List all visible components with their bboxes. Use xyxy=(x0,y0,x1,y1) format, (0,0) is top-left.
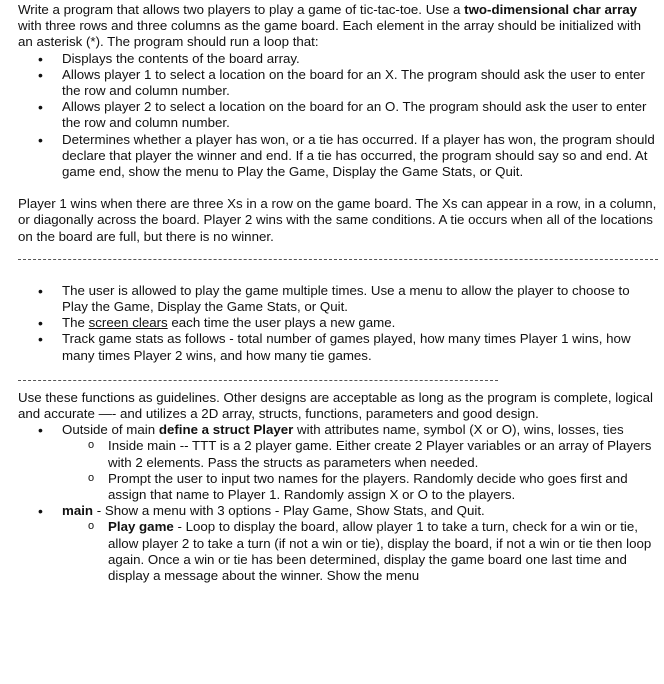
sub-list-item: o Inside main -- TTT is a 2 player game. Either create 2 Player variables or an array of Players with 2 elements. Pass the structs as parameters when needed. xyxy=(18,438,658,470)
intro-bold-text: two-dimensional char array xyxy=(464,2,638,17)
list-item: • Allows player 1 to select a location on the board for an X. The program should ask the user to enter the row and column number. xyxy=(18,67,658,99)
sub-list-item: o Prompt the user to input two names for the players. Randomly decide who goes first and assign that name to Player 1. Randomly assign X or O to the players. xyxy=(18,471,658,503)
intro-text-2: with three rows and three columns as the game board. Each element in the array should be initialized with an asterisk (*). The program should run a loop that: xyxy=(18,18,642,50)
intro-paragraph xyxy=(18,2,658,51)
menu-requirements-list xyxy=(18,283,658,364)
list-item: • The screen clears each time the user plays a new game. xyxy=(18,315,658,331)
functions-paragraph: Use these functions as guidelines. Other designs are acceptable as long as the program is complete, logical and accurate —- and utilizes a 2D array, structs, functions, parameters and good design. xyxy=(18,389,653,422)
sub-list-item: o Play game - Loop to display the board, allow player 1 to take a turn, check for a win or tie, allow player 2 to take a turn (if not a win or tie), display the board, if not a win or tie then loop again. Once a win or tie has been determined, display the game board one last time and display a message about the winner. Show the menu xyxy=(18,519,658,584)
underlined-text: screen clears xyxy=(88,315,168,331)
struct-list-item: • Outside of main define a struct Player with attributes name, symbol (X or O), wins, losses, ties xyxy=(18,422,658,438)
list-item: • The user is allowed to play the game multiple times. Use a menu to allow the player to choose to Play the Game, Display the Game Stats, or Quit. xyxy=(18,283,658,315)
main-list-item: • main - Show a menu with 3 options - Play Game, Show Stats, and Quit. xyxy=(18,503,658,519)
loop-requirements-list xyxy=(18,51,658,181)
list-item: • Displays the contents of the board array. xyxy=(18,51,658,67)
list-item: • Track game stats as follows - total number of games played, how many times Player 1 wins, how many times Player 2 wins, and how many tie games. xyxy=(18,331,658,363)
function-guidelines-list xyxy=(18,422,658,584)
list-item: • Determines whether a player has won, or a tie has occurred. If a player has won, the program should declare that player the winner and end. If a tie has occurred, the program should say so and end. At game end, show the menu to Play the Game, Display the Game Stats, or Quit. xyxy=(18,132,658,181)
spacer xyxy=(18,180,658,196)
intro-text-1: Write a program that allows two players to play a game of tic-tac-toe. Use a xyxy=(18,2,465,17)
list-item: • Allows player 2 to select a location on the board for an O. The program should ask the user to enter the row and column number. xyxy=(18,99,658,131)
assignment-document xyxy=(18,2,658,584)
win-conditions-paragraph: Player 1 wins when there are three Xs in a row on the game board. The Xs can appear in a row, in a column, or diagonally across the board. Player 2 wins with the same conditions. A tie occurs when all of the locations on the board are full, but there is no winner. xyxy=(18,196,657,244)
